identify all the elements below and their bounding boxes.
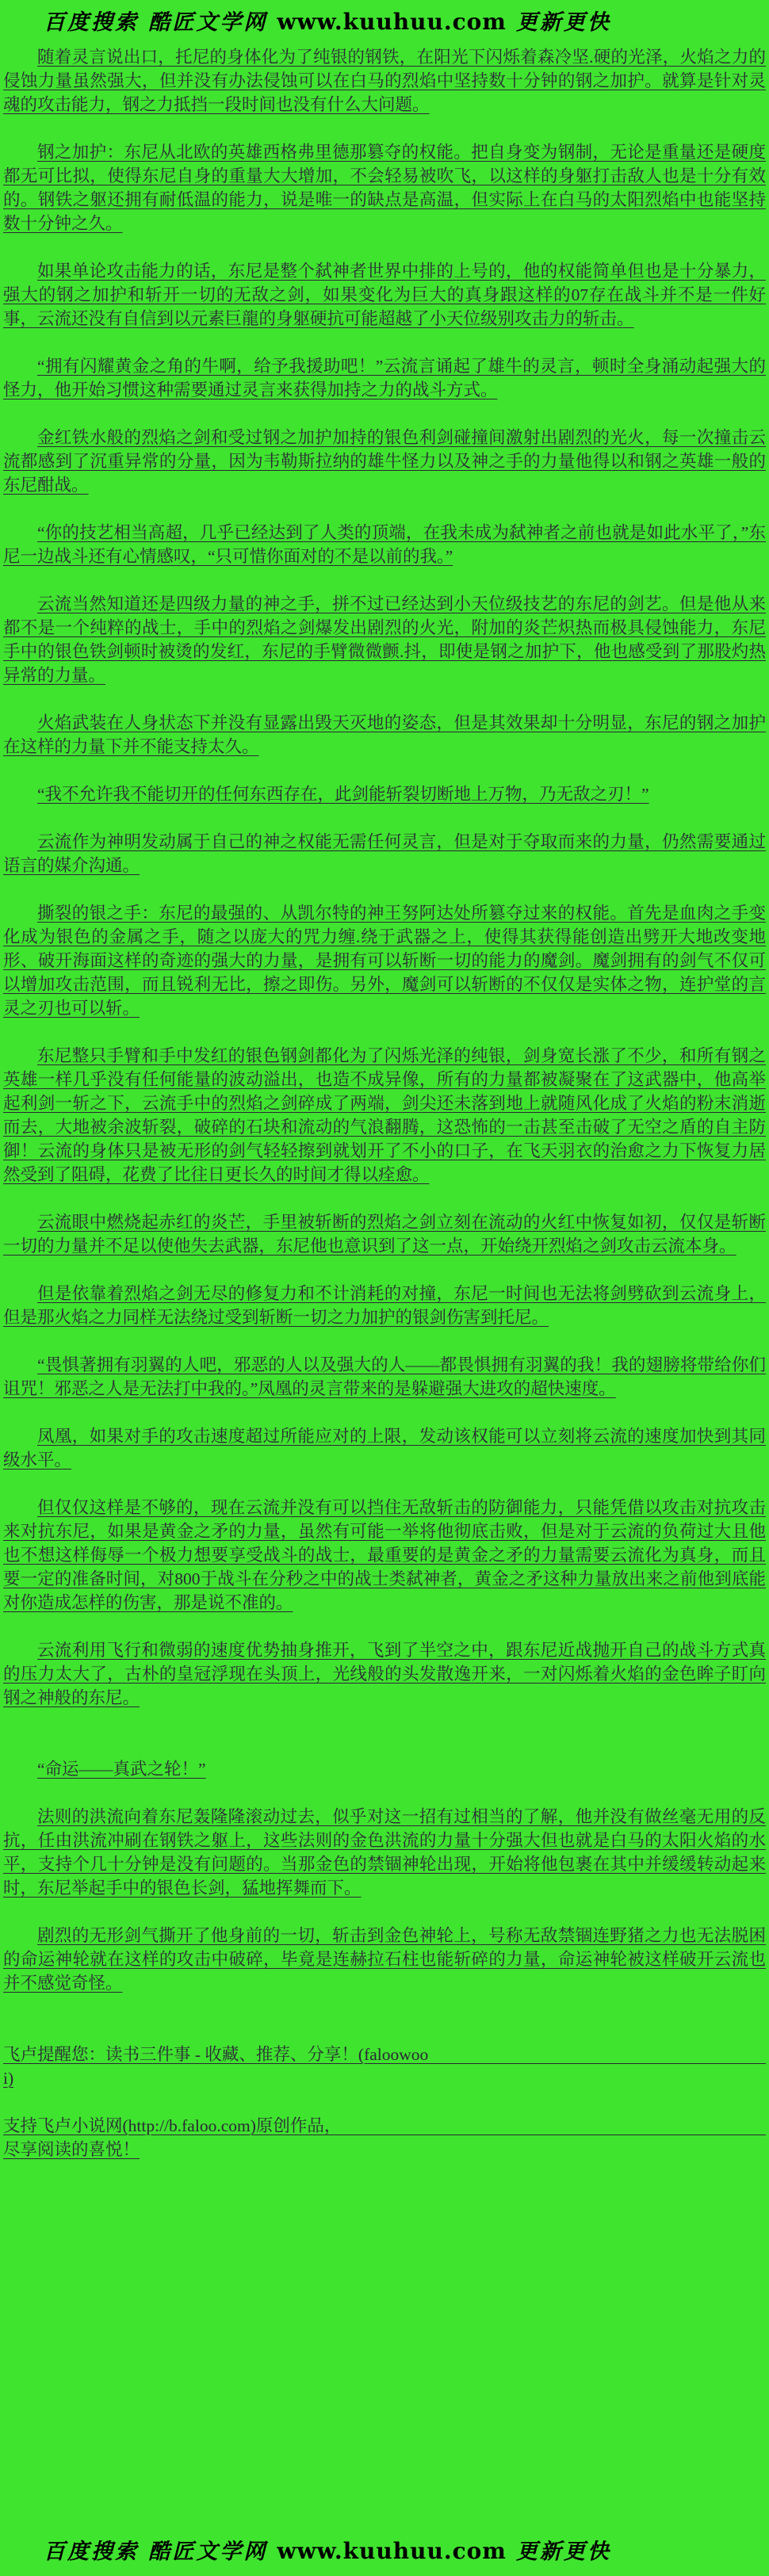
- faloo-support: [3, 2114, 766, 2161]
- paragraph: 金红铁水般的烈焰之剑和受过钢之加护加持的银色利剑碰撞间激射出剧烈的光火，每一次撞击云流都感到了沉重异常的分量，因为韦勒斯拉纳的雄牛怪力以及神之手的力量他得以和钢之英雄一般的东尼酣战。: [3, 428, 766, 495]
- paragraph: “我不允许我不能切开的任何东西存在，此剑能斩裂切断地上万物，乃无敌之刃！”: [37, 785, 649, 804]
- paragraph: “命运——真武之轮！”: [37, 1760, 206, 1779]
- paragraph: 剧烈的无形剑气撕开了他身前的一切，斩击到金色神轮上，号称无敌禁锢连野猪之力也无法脱困的命运神轮就在这样的攻击中破碎，毕竟是连赫拉石柱也能斩碎的力量，命运神轮被这样破开云流也并不感觉奇怪。: [3, 1926, 766, 1993]
- header-watermark: [0, 0, 769, 36]
- faloo-support-text: 支持飞卢小说网(http://b.faloo.com)原创作品，: [3, 2116, 342, 2135]
- paragraph: 撕裂的银之手：东尼的最强的、从凯尔特的神王努阿达处所篡夺过来的权能。首先是血肉之手变化成为银色的金属之手，随之以庞大的咒力缠.绕于武器之上，使得其获得能创造出劈开大地改变地形、破开海面这样的奇迹的强大的力量，是拥有可以斩断一切的能力的魔剑。魔剑拥有的剑气不仅可以增加攻击范围，而且锐利无比，擦之即伤。另外，魔剑可以斩断的不仅仅是实体之物，连护堂的言灵之刃也可以斩。: [3, 904, 766, 1018]
- paragraphs: [3, 45, 766, 1995]
- paragraph: 凤凰，如果对手的攻击速度超过所能应对的上限，发动该权能可以立刻将云流的速度加快到其同级水平。: [3, 1427, 766, 1470]
- underline-filler: [341, 2114, 766, 2135]
- header-slogan: 更新更快: [515, 10, 611, 35]
- paragraph: 但是依靠着烈焰之剑无尽的修复力和不计消耗的对撞，东尼一时间也无法将剑劈砍到云流身上，但是那火焰之力同样无法绕过受到斩断一切之力加护的银剑伤害到托尼。: [3, 1284, 766, 1327]
- chapter-text: [0, 36, 769, 2161]
- faloo-reminder: [3, 2043, 766, 2090]
- paragraph: 随着灵言说出口，托尼的身体化为了纯银的钢铁，在阳光下闪烁着森冷坚.硬的光泽，火焰之力的侵蚀力量虽然强大，但并没有办法侵蚀可以在白马的烈焰中坚持数十分钟的钢之加护。就算是针对灵魂的攻击能力，钢之力抵挡一段时间也没有什么大问题。: [3, 48, 766, 114]
- paragraph: 如果单论攻击能力的话，东尼是整个弑神者世界中排的上号的，他的权能简单但也是十分暴力，强大的钢之加护和斩开一切的无敌之剑，如果变化为巨大的真身跟这样的07存在战斗并不是一件好事，云流还没有自信到以元素巨龍的身躯硬抗可能超越了小天位级别攻击力的斩击。: [3, 262, 766, 328]
- underline-filler: [428, 2043, 766, 2064]
- paragraph: 云流利用飞行和微弱的速度优势抽身推开，飞到了半空之中，跟东尼近战抛开自己的战斗方式真的压力太大了，古朴的皇冠浮现在头顶上，光线般的头发散逸开来，一对闪烁着火焰的金色眸子盯向钢之神般的东尼。: [3, 1641, 766, 1707]
- faloo-reminder-text: 飞卢提醒您：读书三件事 - 收藏、推荐、分享！(faloowoo: [3, 2045, 429, 2064]
- paragraph: “拥有闪耀黄金之角的牛啊，给予我援助吧！”云流言诵起了雄牛的灵言，顿时全身涌动起强大的怪力，他开始习惯这种需要通过灵言来获得加持之力的战斗方式。: [3, 357, 766, 399]
- faloo-reminder-line1: [3, 2043, 766, 2066]
- faloo-reminder-text-wrap: i): [3, 2069, 14, 2088]
- faloo-support-text2: 尽享阅读的喜悦！: [3, 2140, 140, 2159]
- faloo-support-line2: [3, 2138, 766, 2161]
- paragraph: 云流当然知道还是四级力量的神之手，拼不过已经达到小天位级技艺的东尼的剑艺。但是他从来都不是一个纯粹的战士，手中的烈焰之剑爆发出剧烈的火光，附加的炎芒炽热而极具侵蚀能力，东尼手中的银色铁剑顿时被烫的发红，东尼的手臂微微颤.抖，即使是钢之加护下，他也感受到了那股灼热异常的力量。: [3, 594, 766, 685]
- paragraph: “你的技艺相当高超，几乎已经达到了人类的顶端，在我未成为弑神者之前也就是如此水平了，”东尼一边战斗还有心情感叹，“只可惜你面对的不是以前的我。”: [3, 523, 766, 566]
- paragraph: “畏惧著拥有羽翼的人吧，邪恶的人以及强大的人——都畏惧拥有羽翼的我！我的翅膀将带给你们诅咒！邪恶之人是无法打中我的。”凤凰的灵言带来的是躲避强大进攻的超快速度。: [3, 1355, 766, 1398]
- header-site-name: 百度搜索 酷匠文学网: [44, 10, 268, 35]
- paragraph: 火焰武装在人身状态下并没有显露出毁天灭地的姿态，但是其效果却十分明显，东尼的钢之加护在这样的力量下并不能支持太久。: [3, 713, 766, 756]
- header-site-url: www.kuuhuu.com: [277, 9, 507, 35]
- faloo-support-line1: [3, 2114, 766, 2138]
- paragraph: 法则的洪流向着东尼轰隆隆滚动过去，似乎对这一招有过相当的了解，他并没有做丝毫无用的反抗，任由洪流冲刷在钢铁之躯上，这些法则的金色洪流的力量十分强大但也就是白马的太阳火焰的水平，支持个几十分钟是没有问题的。当那金色的禁锢神轮出现，开始将他包裹在其中并缓缓转动起来时，东尼举起手中的银色长剑，猛地挥舞而下。: [3, 1807, 766, 1898]
- paragraph: 钢之加护：东尼从北欧的英雄西格弗里德那篡夺的权能。把自身变为钢制，无论是重量还是硬度都无可比拟，使得东尼自身的重量大大增加，不会轻易被吹飞，以这样的身躯打击敌人也是十分有效的。钢铁之躯还拥有耐低温的能力，说是唯一的缺点是高温，但实际上在白马的太阳烈焰中也能坚持数十分钟之久。: [3, 143, 766, 233]
- footer-site-name: 百度搜索 酷匠文学网: [44, 2540, 268, 2564]
- paragraph: 东尼整只手臂和手中发红的银色钢剑都化为了闪烁光泽的纯银，剑身宽长涨了不少，和所有钢之英雄一样几乎没有任何能量的波动溢出，也造不成异像，所有的力量都被凝聚在了这武器中，他高举起利剑一斩之下，云流手中的烈焰之剑碎成了两端，剑尖还未落到地上就随风化成了火焰的粉末消逝而去，大地被余波斩裂，破碎的石块和流动的气浪翻腾，这恐怖的一击甚至击破了无空之盾的自主防御！云流的身体只是被无形的剑气轻轻擦到就划开了不小的口子，在飞天羽衣的治愈之力下恢复力居然受到了阻碍，花费了比往日更长久的时间才得以痊愈。: [3, 1046, 766, 1184]
- footer-watermark: [0, 2534, 611, 2565]
- paragraph: 云流眼中燃烧起赤红的炎芒，手里被斩断的烈焰之剑立刻在流动的火红中恢复如初，仅仅是斩断一切的力量并不足以使他失去武器，东尼他也意识到了这一点，开始绕开烈焰之剑攻击云流本身。: [3, 1213, 766, 1256]
- faloo-reminder-line2: [3, 2066, 766, 2090]
- paragraph: 但仅仅这样是不够的，现在云流并没有可以挡住无敌斩击的防御能力，只能凭借以攻击对抗攻击来对抗东尼，如果是黄金之矛的力量，虽然有可能一举将他彻底击败，但是对于云流的负荷过大且他也不想这样侮辱一个极力想要享受战斗的战士，最重要的是黄金之矛的力量需要云流化为真身，而且要一定的准备时间，对800于战斗在分秒之中的战士类弑神者，黄金之矛这种力量放出来之前他到底能对你造成怎样的伤害，那是说不准的。: [3, 1498, 766, 1612]
- footer-site-url: www.kuuhuu.com: [277, 2538, 507, 2564]
- footer-slogan: 更新更快: [515, 2540, 611, 2564]
- paragraph: 云流作为神明发动属于自己的神之权能无需任何灵言，但是对于夺取而来的力量，仍然需要通过语言的媒介沟通。: [3, 832, 766, 875]
